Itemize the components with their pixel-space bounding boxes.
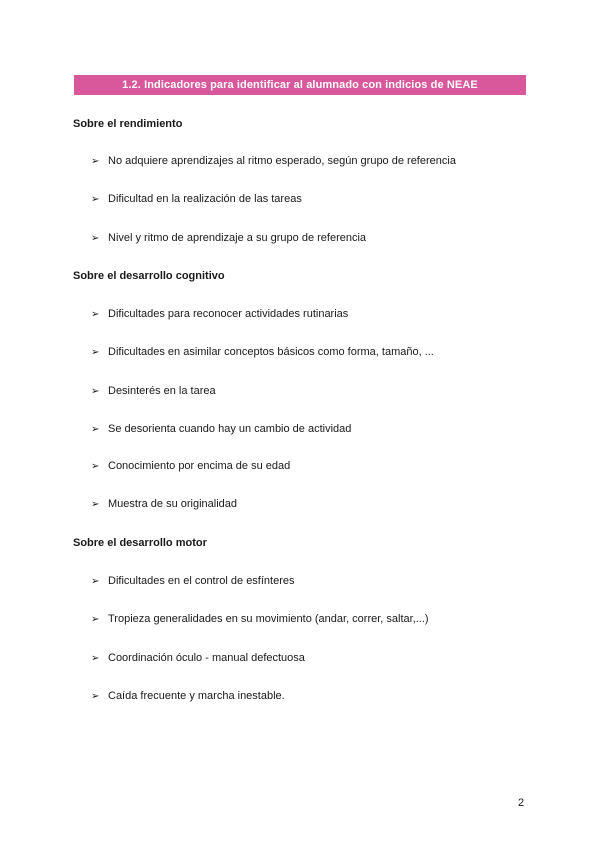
list-item-text: Tropieza generalidades en su movimiento (andar, correr, saltar,...) [108,613,429,625]
list-item-text: Se desorienta cuando hay un cambio de actividad [108,423,352,435]
arrow-bullet-icon: ➢ [91,155,100,167]
list-item-text: Dificultades para reconocer actividades rutinarias [108,308,349,320]
arrow-bullet-icon: ➢ [91,346,100,358]
arrow-bullet-icon: ➢ [91,308,100,320]
section-heading-desarrollo-cognitivo: Sobre el desarrollo cognitivo [73,270,225,282]
list-item [91,613,429,625]
list-item-text: Nivel y ritmo de aprendizaje a su grupo de referencia [108,232,367,244]
arrow-bullet-icon: ➢ [91,498,100,510]
list-item [91,575,295,587]
list-item-text: Caída frecuente y marcha inestable. [108,690,285,702]
page-number: 2 [518,797,525,809]
list-item-text: No adquiere aprendizajes al ritmo esperado, según grupo de referencia [108,155,456,167]
section-heading-rendimiento: Sobre el rendimiento [73,118,183,130]
list-item [91,460,290,472]
list-item [91,308,348,320]
arrow-bullet-icon: ➢ [91,460,100,472]
list-item [91,423,351,435]
list-item-text: Desinterés en la tarea [108,385,216,397]
list-item-text: Muestra de su originalidad [108,498,238,510]
list-item [91,193,302,205]
section-header-bar [74,75,526,95]
arrow-bullet-icon: ➢ [91,613,100,625]
list-item-text: Dificultades en asimilar conceptos básicos como forma, tamaño, ... [108,346,434,358]
arrow-bullet-icon: ➢ [91,652,100,664]
arrow-bullet-icon: ➢ [91,690,100,702]
list-item [91,690,285,702]
list-item-text: Conocimiento por encima de su edad [108,460,291,472]
list-item [91,385,216,397]
arrow-bullet-icon: ➢ [91,423,100,435]
arrow-bullet-icon: ➢ [91,575,100,587]
list-item [91,498,237,510]
list-item-text: Coordinación óculo - manual defectuosa [108,652,305,664]
list-item [91,652,305,664]
list-item-text: Dificultad en la realización de las tareas [108,193,302,205]
arrow-bullet-icon: ➢ [91,232,100,244]
section-heading-desarrollo-motor: Sobre el desarrollo motor [73,537,207,549]
list-item-text: Dificultades en el control de esfínteres [108,575,295,587]
arrow-bullet-icon: ➢ [91,193,100,205]
list-item [91,346,434,358]
list-item [91,232,366,244]
arrow-bullet-icon: ➢ [91,385,100,397]
list-item [91,155,456,167]
section-header-title: 1.2. Indicadores para identificar al alumnado con indicios de NEAE [122,79,478,91]
